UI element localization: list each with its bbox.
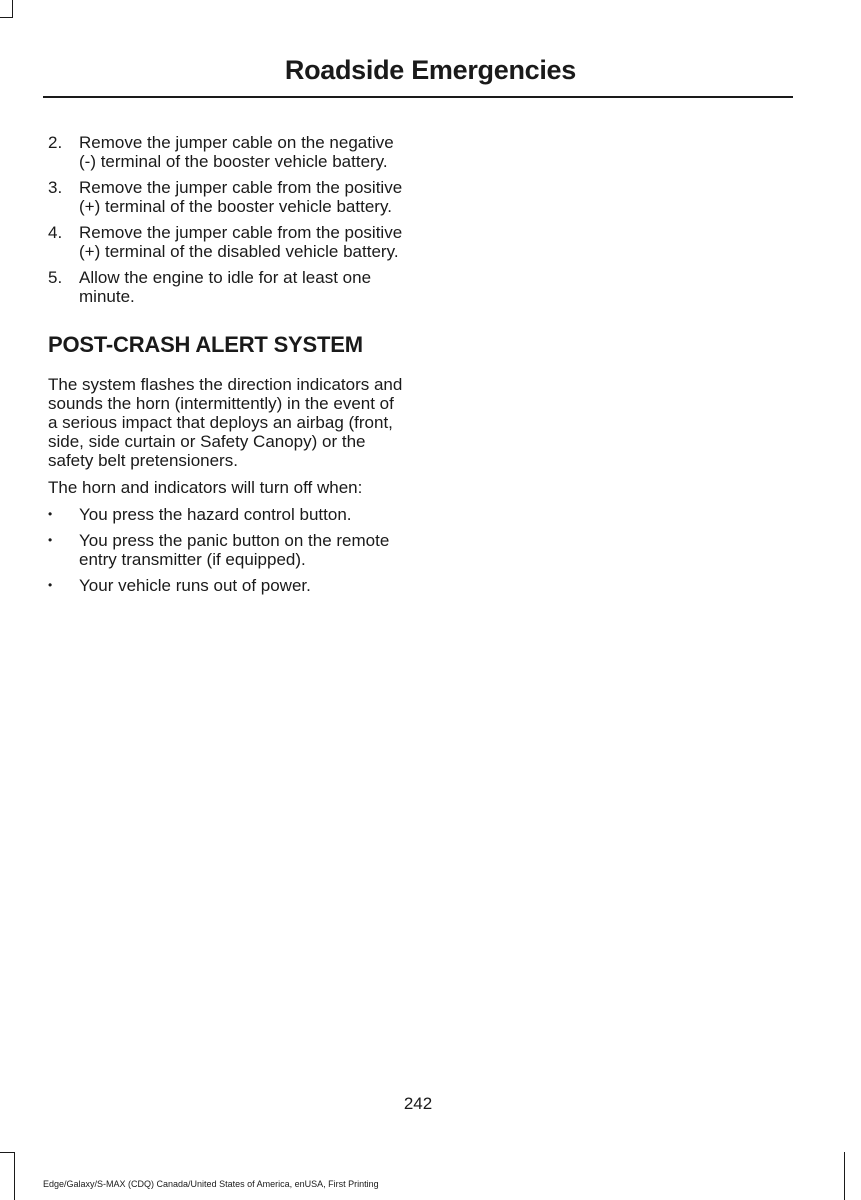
edition-footer: Edge/Galaxy/S-MAX (CDQ) Canada/United States of America, enUSA, First Printing [43,1179,379,1189]
step-text: Remove the jumper cable from the positive (+) terminal of the disabled vehicle battery. [79,223,403,261]
list-item [48,133,408,171]
body-paragraph: The system flashes the direction indicators and sounds the horn (intermittently) in the event of a serious impact that deploys an airbag (front, side, side curtain or Safety Canopy) or the safety belt pretensioners. [48,375,403,470]
crop-mark [844,1152,845,1200]
page-title: Roadside Emergencies [284,55,576,85]
page-number: 242 [403,1094,433,1113]
bullet-text: You press the hazard control button. [79,505,352,524]
step-text: Allow the engine to idle for at least one minute. [79,268,372,306]
bullet-list [48,505,408,595]
section-heading: POST-CRASH ALERT SYSTEM [48,332,363,357]
header-divider [43,96,793,98]
crop-mark [14,1152,15,1200]
crop-mark [0,17,12,18]
step-text: Remove the jumper cable from the positive (+) terminal of the booster vehicle battery. [79,178,403,216]
step-text: Remove the jumper cable on the negative (-) terminal of the booster vehicle battery. [79,133,394,171]
step-number: 4. [48,223,63,242]
crop-mark [12,0,13,18]
list-item [48,505,408,524]
list-item [48,223,408,261]
bullet-text: Your vehicle runs out of power. [79,576,311,595]
content-column [48,133,408,602]
step-number: 5. [48,268,63,287]
list-item [48,531,408,569]
bullet-text: You press the panic button on the remote entry transmitter (if equipped). [79,531,390,569]
step-number: 3. [48,178,63,197]
step-list [48,133,408,306]
bullet-icon: • [48,578,53,592]
bullet-icon: • [48,533,53,547]
bullet-icon: • [48,507,53,521]
list-item [48,268,408,306]
body-paragraph: The horn and indicators will turn off when: [48,478,363,497]
step-number: 2. [48,133,63,152]
list-item [48,178,408,216]
crop-mark [0,1152,14,1153]
list-item [48,576,408,595]
